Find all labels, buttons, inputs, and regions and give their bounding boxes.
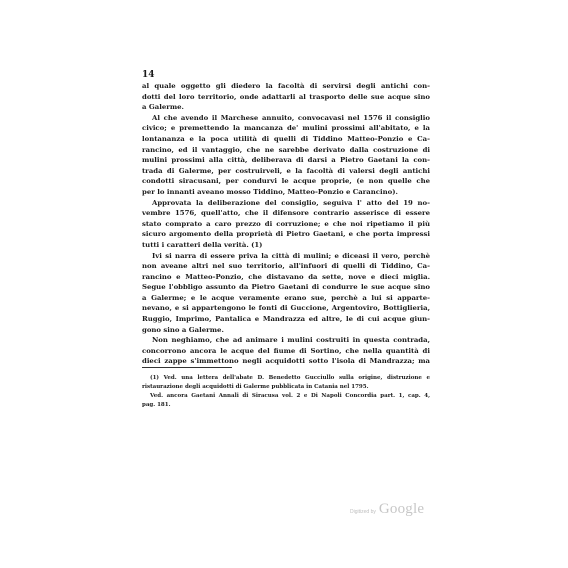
text-line: nevano, e si appartengono le fonti di Guccione, Argentoviro, Bottiglieria, bbox=[142, 304, 430, 313]
text-line: Non neghiamo, che ad animare i mulini costruiti in questa contrada, bbox=[152, 336, 430, 345]
text-line: al quale oggetto gli diedero la facoltà di servirsi degli antichi con- bbox=[142, 82, 430, 90]
footnotes bbox=[142, 374, 430, 410]
text-line: lontananza e la poca utilità di quelli di Tiddino Matteo-Ponzio e Ca- bbox=[142, 134, 430, 143]
text-line: rancino, ed il vantaggio, che ne sarebbe derivato dalla costruzione di bbox=[142, 145, 430, 154]
text-line: dotti del loro territorio, onde adattarli al trasporto delle sue acque sino bbox=[142, 92, 430, 101]
watermark-prefix: Digitized by bbox=[350, 509, 376, 515]
text-line: per lo innanti aveano mosso Tiddino, Matteo-Ponzio e Carancino). bbox=[142, 187, 398, 196]
google-logo: Google bbox=[378, 501, 425, 517]
text-line: rancino e Matteo-Ponzio, che distavano da sette, nove e dieci miglia. bbox=[142, 272, 430, 281]
text-line: trada di Galerme, per costruirveli, e la facoltà di valersi degli antichi bbox=[142, 166, 430, 175]
body-text bbox=[142, 81, 430, 367]
text-line: gono sino a Galerme. bbox=[142, 325, 224, 334]
text-line: mulini prossimi alla città, deliberava di darsi a Pietro Gaetani la con- bbox=[142, 156, 430, 165]
text-line: stato comprato a caro prezzo di corruzione; e che noi ripetiamo il più bbox=[142, 219, 430, 228]
text-line: a Galerme; e le acque veramente erano sue, perchè a lui si apparte- bbox=[142, 293, 430, 302]
text-line: Al che avendo il Marchese annuito, convocavasi nel 1576 il consiglio bbox=[152, 113, 430, 122]
page-number: 14 bbox=[142, 70, 155, 80]
footnote bbox=[142, 392, 430, 410]
text-line: sicuro argomento della proprietà di Pietro Gaetani, e che porta impressi bbox=[142, 230, 430, 239]
footnote-line: (1) Ved. una lettera dell'abate D. Benedetto Gucciullo sulla origine, distruzione e bbox=[150, 375, 430, 381]
text-line: civico; e premettendo la mancanza de' mulini prossimi all'abitato, e la bbox=[142, 124, 430, 133]
text-line: a Galerme. bbox=[142, 103, 184, 112]
paragraph bbox=[142, 198, 430, 251]
footnote-line: Ved. ancora Gaetani Annali di Siracusa vol. 2 e Di Napoli Concordia part. 1, cap. 4, bbox=[150, 393, 430, 399]
paragraph bbox=[142, 335, 430, 367]
footnote-line: pag. 181. bbox=[142, 402, 171, 408]
footnote-divider bbox=[142, 367, 232, 368]
text-line: Approvata la deliberazione del consiglio, seguiva l' atto del 19 no- bbox=[152, 198, 430, 207]
text-line: dieci zappe s'immettono negli acquidotti sotto l'isola di Mandrazza; ma bbox=[142, 357, 430, 366]
paragraph bbox=[142, 81, 430, 113]
footnote-line: ristaurazione degli acquidotti di Galerme pubblicata in Catania nel 1795. bbox=[142, 384, 369, 390]
text-line: condotti siracusani, per condurvi le acque proprie, (e non quelle che bbox=[142, 177, 430, 186]
text-line: Segue l'obbligo assunto da Pietro Gaetani di condurre le sue acque sino bbox=[142, 283, 430, 292]
footnote bbox=[142, 374, 430, 392]
text-line: tutti i caratteri della verità. (1) bbox=[142, 240, 263, 249]
text-line: vembre 1576, quell'atto, che il difensore contrario asseriscе di essere bbox=[142, 209, 430, 218]
text-line: Ruggio, Imprimo, Pantalica e Mandrazza ed altre, le di cui acque giun- bbox=[142, 315, 430, 324]
paragraph bbox=[142, 251, 430, 336]
paragraph bbox=[142, 113, 430, 198]
text-line: non aveane altri nel suo territorio, all'infuori di quelli di Tiddino, Ca- bbox=[142, 262, 430, 271]
text-line: concorrono ancora le acque del fiume di Sortino, che nella quantità di bbox=[142, 346, 430, 355]
digitized-watermark bbox=[350, 501, 424, 518]
text-line: Ivi si narra di essere priva la città di mulini; e dicеasi il vero, perchè bbox=[152, 251, 430, 260]
